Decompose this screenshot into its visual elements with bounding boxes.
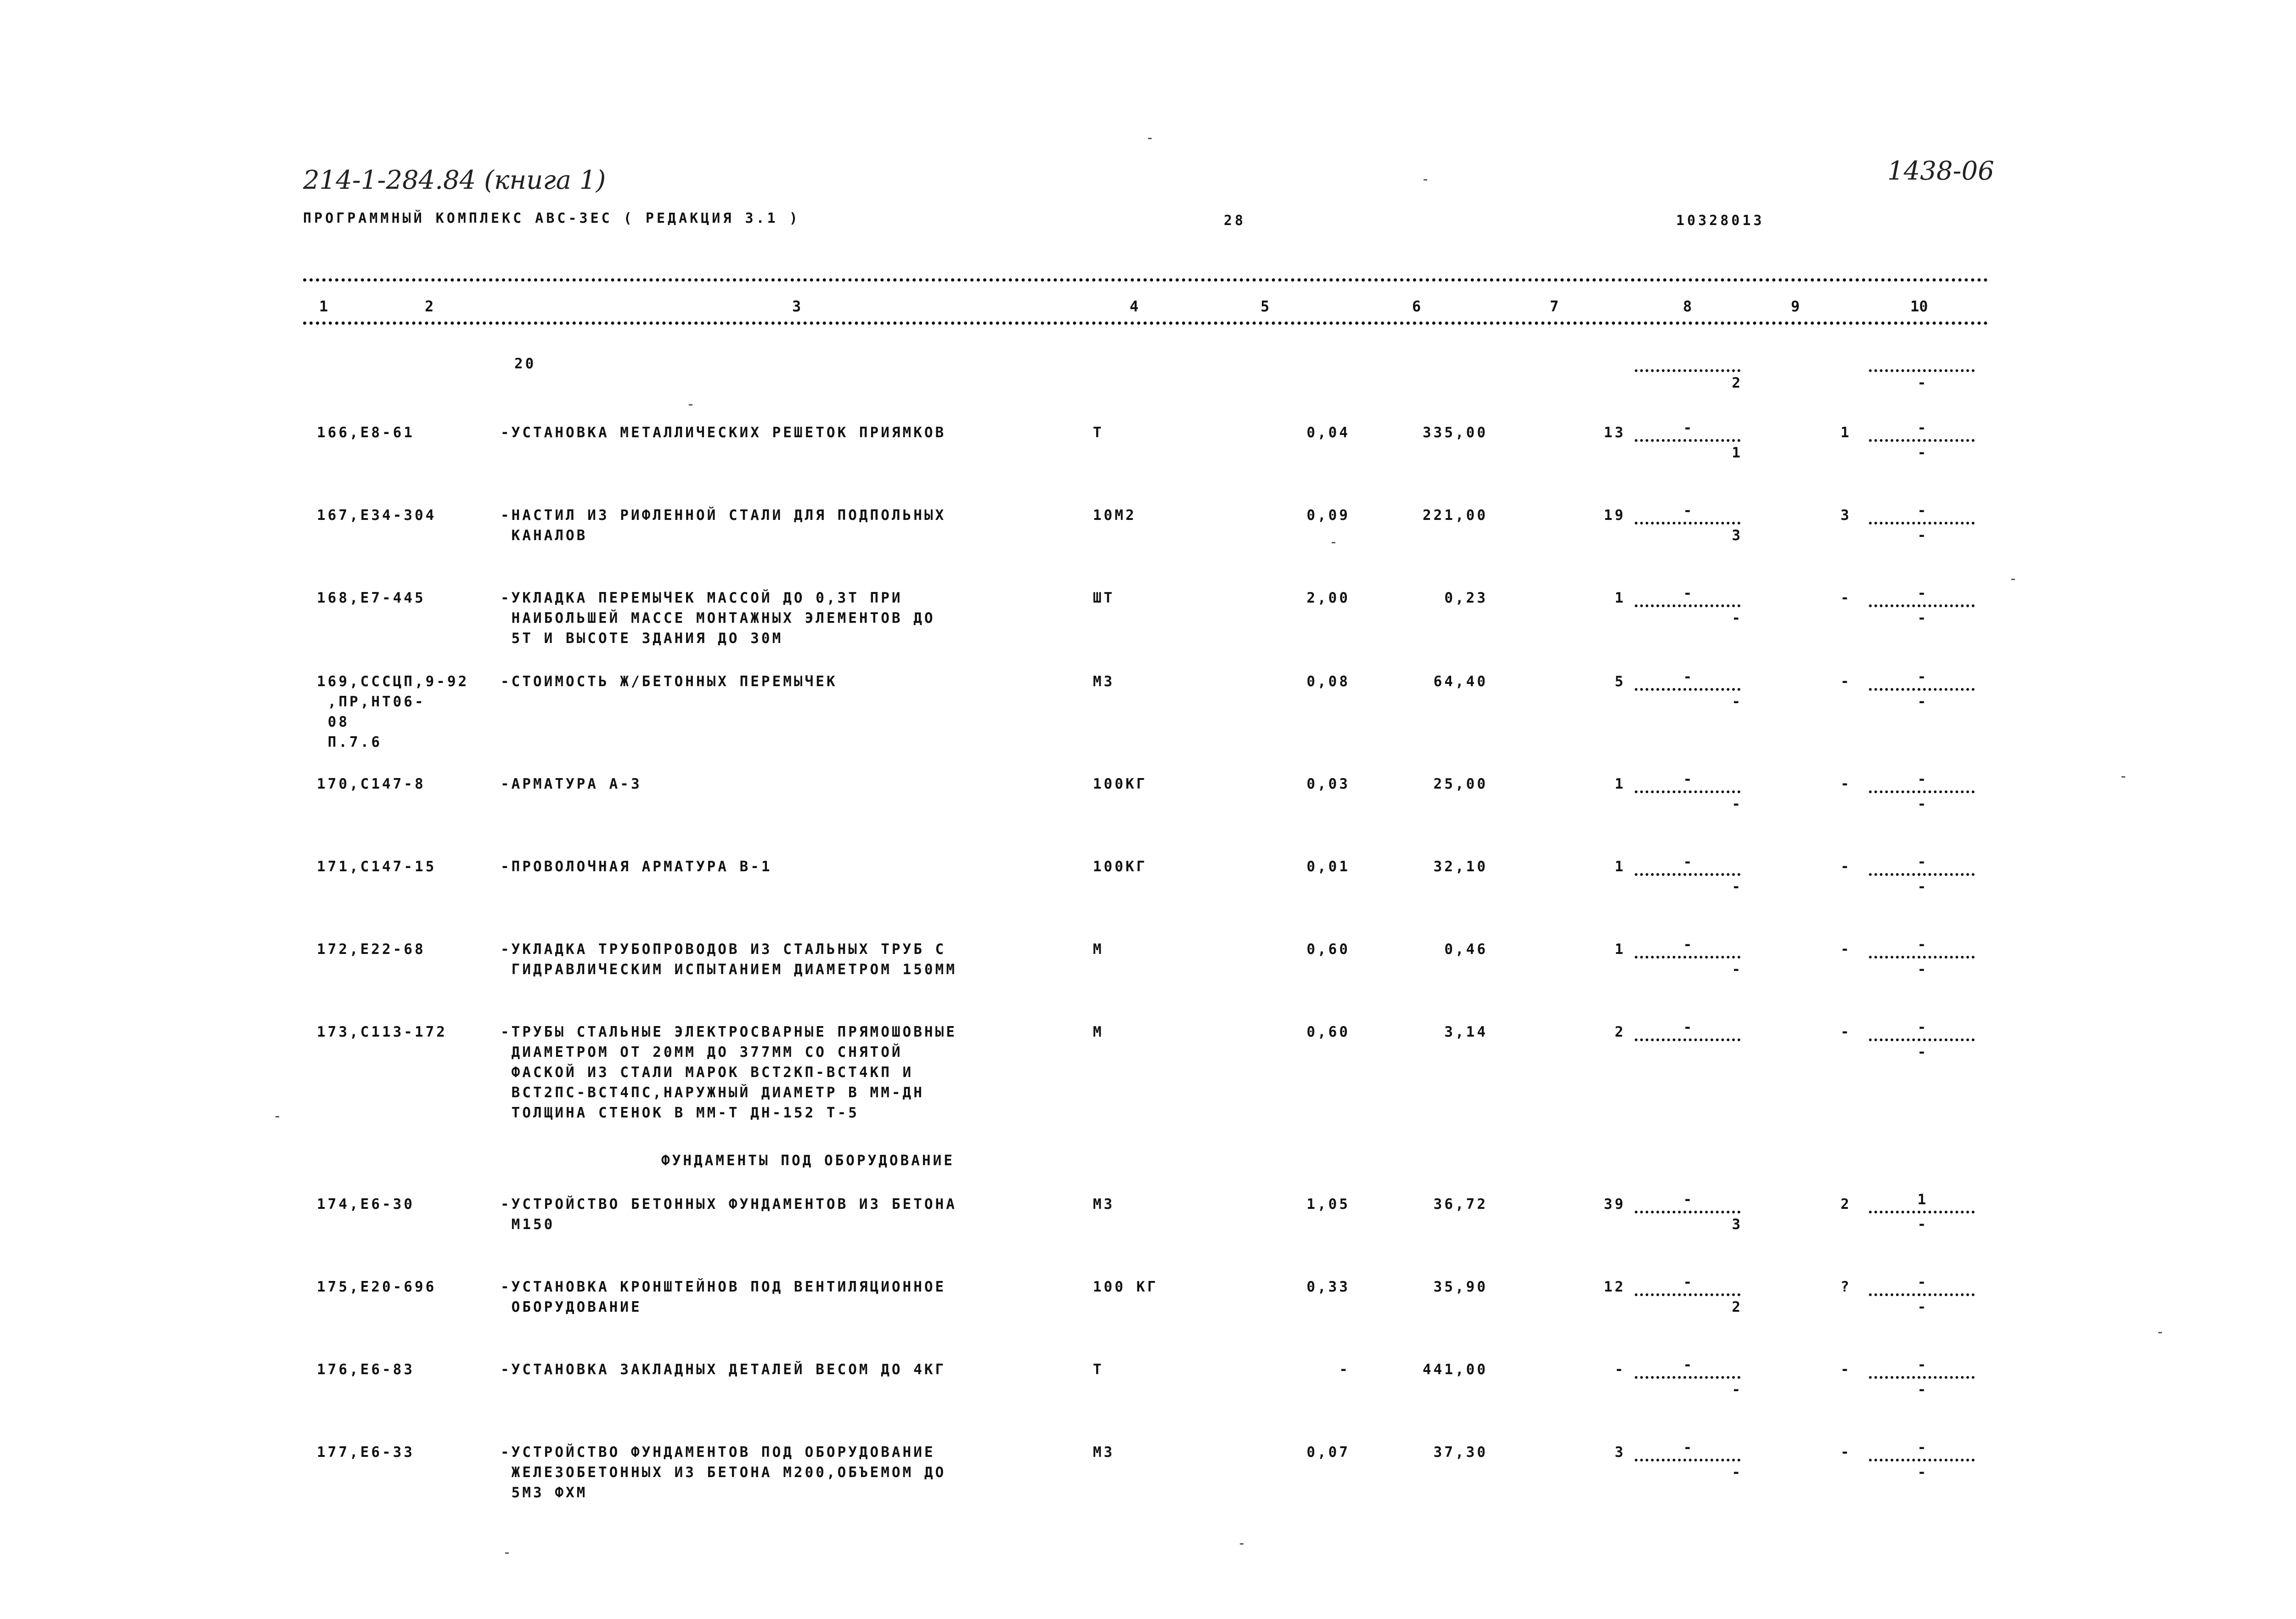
row-col10-bottom: - bbox=[1917, 1464, 1926, 1481]
row-description: -УСТРОЙСТВО ФУНДАМЕНТОВ ПОД ОБОРУДОВАНИЕ bbox=[501, 1444, 935, 1461]
row-col7: 13 bbox=[1604, 424, 1626, 441]
table-header-rule bbox=[303, 322, 1988, 325]
row-unit: М3 bbox=[1093, 1444, 1115, 1461]
row-col8-top: - bbox=[1683, 669, 1692, 685]
row-col10-line bbox=[1869, 1376, 1975, 1379]
row-col10-top: - bbox=[1917, 1019, 1926, 1036]
row-col7: 1 bbox=[1615, 776, 1626, 792]
row-quantity: 0,09 bbox=[1306, 507, 1350, 524]
row-col10-top: - bbox=[1917, 669, 1926, 685]
row-code: 171,С147-15 bbox=[317, 858, 437, 875]
row-description: -ПРОВОЛОЧНАЯ АРМАТУРА В-1 bbox=[501, 858, 772, 875]
row-col10 bbox=[1869, 502, 1975, 545]
row-col8-line bbox=[1635, 873, 1740, 876]
row-col10-top: - bbox=[1917, 502, 1926, 519]
row-code-continued: П.7.6 bbox=[317, 734, 382, 750]
row-description: -УКЛАДКА ПЕРЕМЫЧЕК МАССОЙ ДО 0,3Т ПРИ bbox=[501, 590, 903, 606]
row-col8-top: - bbox=[1683, 854, 1692, 870]
row-col8-top: - bbox=[1683, 420, 1692, 436]
row-code-continued: ,ПР,НТ06- bbox=[317, 694, 426, 710]
row-col9: 2 bbox=[1840, 1196, 1851, 1213]
row-col10 bbox=[1869, 1438, 1975, 1482]
row-col7: 2 bbox=[1615, 1024, 1626, 1040]
row-col9: - bbox=[1840, 1361, 1851, 1378]
row-description: М150 bbox=[501, 1216, 555, 1233]
row-col10-line bbox=[1869, 522, 1975, 525]
row-col10-bottom: - bbox=[1917, 1044, 1926, 1061]
row-col8 bbox=[1635, 1018, 1740, 1061]
col-header-1: 1 bbox=[319, 298, 328, 315]
row-col7: 19 bbox=[1604, 507, 1626, 524]
row-code: 170,С147-8 bbox=[317, 776, 426, 792]
row-col7: 1 bbox=[1615, 941, 1626, 958]
row-col10-bottom: - bbox=[1917, 610, 1926, 626]
row-price: 64,40 bbox=[1433, 673, 1488, 690]
row-col10-bottom: - bbox=[1917, 445, 1926, 461]
row-price: 0,23 bbox=[1444, 590, 1488, 606]
row-col8-top: - bbox=[1683, 1439, 1692, 1456]
row-code: 169,СССЦП,9-92 bbox=[317, 673, 469, 690]
row-col7: - bbox=[1615, 1361, 1626, 1378]
row-col8-line bbox=[1635, 1038, 1740, 1041]
row-col10 bbox=[1869, 584, 1975, 627]
row-col8-line bbox=[1635, 688, 1740, 691]
row-description: ФАСКОЙ ИЗ СТАЛИ МАРОК ВСТ2КП-ВСТ4КП И bbox=[501, 1064, 914, 1081]
row-col8 bbox=[1635, 584, 1740, 627]
row-col10-top: - bbox=[1917, 936, 1926, 953]
row-col10-top: - bbox=[1917, 1274, 1926, 1291]
row-col10-top: - bbox=[1917, 1357, 1926, 1373]
row-price: 441,00 bbox=[1423, 1361, 1488, 1378]
row-col10-top: - bbox=[1917, 854, 1926, 870]
row-description: -УСТАНОВКА ЗАКЛАДНЫХ ДЕТАЛЕЙ ВЕСОМ ДО 4КГ bbox=[501, 1361, 946, 1378]
col-header-8: 8 bbox=[1683, 298, 1692, 315]
row-col8 bbox=[1635, 853, 1740, 896]
col-header-2: 2 bbox=[425, 298, 434, 315]
row-col7: 1 bbox=[1615, 590, 1626, 606]
row-unit: Т bbox=[1093, 1361, 1104, 1378]
row-unit: 100КГ bbox=[1093, 858, 1148, 875]
row-col10-line bbox=[1869, 1459, 1975, 1461]
row-col10-bottom: - bbox=[1917, 796, 1926, 812]
row-col10 bbox=[1869, 1356, 1975, 1399]
row-price: 32,10 bbox=[1433, 858, 1488, 875]
row-col7: 5 bbox=[1615, 673, 1626, 690]
col-header-5: 5 bbox=[1261, 298, 1270, 315]
row-col8-bottom: - bbox=[1732, 1464, 1740, 1481]
row-col8 bbox=[1635, 770, 1740, 813]
row-col10-line bbox=[1869, 439, 1975, 442]
row-col10 bbox=[1869, 1018, 1975, 1061]
row-col8-bottom: - bbox=[1732, 1382, 1740, 1398]
row-description: ЖЕЛЕЗОБЕТОННЫХ ИЗ БЕТОНА М200,ОБЪЕМОМ ДО bbox=[501, 1464, 946, 1481]
row-col8-top: - bbox=[1683, 1357, 1692, 1373]
program-line: ПРОГРАММНЫЙ КОМПЛЕКС АВС-ЗЕС ( РЕДАКЦИЯ 3.1 ) bbox=[303, 210, 800, 226]
row-col7: 1 bbox=[1615, 858, 1626, 875]
row-unit: М bbox=[1093, 1024, 1104, 1040]
row-col8 bbox=[1635, 502, 1740, 545]
row-quantity: 0,04 bbox=[1306, 424, 1350, 441]
row-col10 bbox=[1869, 853, 1975, 896]
row-quantity: 2,00 bbox=[1306, 590, 1350, 606]
row-code: 168,Е7-445 bbox=[317, 590, 426, 606]
row-col10 bbox=[1869, 419, 1975, 462]
row-col8 bbox=[1635, 936, 1740, 979]
row-col10-line bbox=[1869, 790, 1975, 793]
row-col9: - bbox=[1840, 673, 1851, 690]
row-col8-top: - bbox=[1683, 936, 1692, 953]
row-quantity: - bbox=[1339, 1361, 1350, 1378]
row-col8-line bbox=[1635, 439, 1740, 442]
leading-col10: - bbox=[1869, 349, 1975, 392]
row-col8-bottom: - bbox=[1732, 796, 1740, 812]
row-col8-top: - bbox=[1683, 502, 1692, 519]
row-col9: - bbox=[1840, 1024, 1851, 1040]
row-quantity: 0,33 bbox=[1306, 1279, 1350, 1295]
row-description: КАНАЛОВ bbox=[501, 527, 588, 544]
row-description: НАИБОЛЬШЕЙ МАССЕ МОНТАЖНЫХ ЭЛЕМЕНТОВ ДО bbox=[501, 610, 935, 626]
row-col8-line bbox=[1635, 956, 1740, 959]
row-col8-line bbox=[1635, 522, 1740, 525]
row-col10-line bbox=[1869, 688, 1975, 691]
row-col9: - bbox=[1840, 1444, 1851, 1461]
row-col10-line bbox=[1869, 1293, 1975, 1296]
row-col8-bottom: 3 bbox=[1732, 527, 1740, 544]
row-col8-line bbox=[1635, 1211, 1740, 1213]
row-col10-bottom: - bbox=[1917, 1382, 1926, 1398]
row-col8-line bbox=[1635, 1459, 1740, 1461]
row-col8-bottom: - bbox=[1732, 694, 1740, 710]
row-unit: 10М2 bbox=[1093, 507, 1137, 524]
row-col10 bbox=[1869, 1273, 1975, 1316]
row-col8-line bbox=[1635, 1293, 1740, 1296]
row-quantity: 0,01 bbox=[1306, 858, 1350, 875]
row-price: 3,14 bbox=[1444, 1024, 1488, 1040]
row-col9: 3 bbox=[1840, 507, 1851, 524]
row-col10-top: - bbox=[1917, 1439, 1926, 1456]
row-col10-line bbox=[1869, 873, 1975, 876]
col-header-10: 10 bbox=[1910, 298, 1928, 315]
row-quantity: 0,07 bbox=[1306, 1444, 1350, 1461]
row-unit: М3 bbox=[1093, 673, 1115, 690]
row-quantity: 0,60 bbox=[1306, 941, 1350, 958]
row-col9: - bbox=[1840, 590, 1851, 606]
row-col10-bottom: - bbox=[1917, 1216, 1926, 1233]
leading-text: 20 bbox=[514, 355, 536, 372]
row-col8-line bbox=[1635, 604, 1740, 607]
col-header-6: 6 bbox=[1412, 298, 1421, 315]
col-header-4: 4 bbox=[1130, 298, 1139, 315]
row-col7: 39 bbox=[1604, 1196, 1626, 1213]
row-col9: - bbox=[1840, 776, 1851, 792]
table-top-rule bbox=[303, 278, 1988, 282]
row-unit: 100 КГ bbox=[1093, 1279, 1158, 1295]
row-description: ВСТ2ПС-ВСТ4ПС,НАРУЖНЫЙ ДИАМЕТР В ММ-ДН bbox=[501, 1084, 924, 1101]
row-price: 335,00 bbox=[1423, 424, 1488, 441]
row-col10-bottom: - bbox=[1917, 694, 1926, 710]
col-header-9: 9 bbox=[1791, 298, 1800, 315]
row-col10-line bbox=[1869, 1038, 1975, 1041]
row-description: 5Т И ВЫСОТЕ ЗДАНИЯ ДО 30М bbox=[501, 630, 783, 647]
row-col8-bottom: - bbox=[1732, 961, 1740, 978]
row-code: 176,Е6-83 bbox=[317, 1361, 415, 1378]
row-col10 bbox=[1869, 770, 1975, 813]
row-description: -ТРУБЫ СТАЛЬНЫЕ ЭЛЕКТРОСВАРНЫЕ ПРЯМОШОВНЫЕ bbox=[501, 1024, 957, 1040]
row-code: 174,Е6-30 bbox=[317, 1196, 415, 1213]
row-col9: 1 bbox=[1840, 424, 1851, 441]
row-col7: 3 bbox=[1615, 1444, 1626, 1461]
row-col8-top: - bbox=[1683, 585, 1692, 602]
col-header-7: 7 bbox=[1550, 298, 1559, 315]
row-quantity: 0,03 bbox=[1306, 776, 1350, 792]
row-col9: - bbox=[1840, 858, 1851, 875]
row-description: -СТОИМОСТЬ Ж/БЕТОННЫХ ПЕРЕМЫЧЕК bbox=[501, 673, 838, 690]
row-price: 35,90 bbox=[1433, 1279, 1488, 1295]
leading-col8: 2 bbox=[1635, 349, 1740, 392]
handwritten-archive-number: 1438-06 bbox=[1887, 156, 1994, 186]
row-col10 bbox=[1869, 668, 1975, 711]
row-code: 172,Е22-68 bbox=[317, 941, 426, 958]
row-col10-line bbox=[1869, 956, 1975, 959]
row-col10-top: - bbox=[1917, 585, 1926, 602]
row-col10-top: - bbox=[1917, 420, 1926, 436]
row-col8 bbox=[1635, 1438, 1740, 1482]
row-col8-bottom: - bbox=[1732, 610, 1740, 626]
row-code-continued: 08 bbox=[317, 714, 349, 730]
row-col10 bbox=[1869, 936, 1975, 979]
row-col10-bottom: - bbox=[1917, 961, 1926, 978]
row-price: 36,72 bbox=[1433, 1196, 1488, 1213]
row-description: ДИАМЕТРОМ ОТ 20ММ ДО 377ММ СО СНЯТОЙ bbox=[501, 1044, 903, 1061]
row-quantity: 0,08 bbox=[1306, 673, 1350, 690]
row-description: -АРМАТУРА А-3 bbox=[501, 776, 642, 792]
row-col9: - bbox=[1840, 941, 1851, 958]
row-col8 bbox=[1635, 668, 1740, 711]
row-col8 bbox=[1635, 1190, 1740, 1234]
row-col8 bbox=[1635, 1356, 1740, 1399]
row-price: 25,00 bbox=[1433, 776, 1488, 792]
doc-code: 10328013 bbox=[1676, 213, 1765, 229]
row-code: 173,С113-172 bbox=[317, 1024, 447, 1040]
row-col10-top: 1 bbox=[1917, 1191, 1926, 1208]
row-description: -УСТАНОВКА КРОНШТЕЙНОВ ПОД ВЕНТИЛЯЦИОННОЕ bbox=[501, 1279, 946, 1295]
row-col9: ? bbox=[1840, 1279, 1851, 1295]
row-col8 bbox=[1635, 1273, 1740, 1316]
row-col10-bottom: - bbox=[1917, 879, 1926, 895]
row-col10-bottom: - bbox=[1917, 527, 1926, 544]
row-col8-top: - bbox=[1683, 1274, 1692, 1291]
row-col10-top: - bbox=[1917, 771, 1926, 788]
row-description: 5М3 ФХМ bbox=[501, 1484, 588, 1501]
row-unit: ШТ bbox=[1093, 590, 1115, 606]
row-col8-top: - bbox=[1683, 771, 1692, 788]
row-col8-bottom: 1 bbox=[1732, 445, 1740, 461]
row-unit: 100КГ bbox=[1093, 776, 1148, 792]
row-col8-bottom: 2 bbox=[1732, 1299, 1740, 1315]
section-heading: ФУНДАМЕНТЫ ПОД ОБОРУДОВАНИЕ bbox=[661, 1152, 955, 1169]
row-unit: М bbox=[1093, 941, 1104, 958]
row-col8-line bbox=[1635, 1376, 1740, 1379]
row-col8-top: - bbox=[1683, 1019, 1692, 1036]
row-col8-top: - bbox=[1683, 1191, 1692, 1208]
row-code: 177,Е6-33 bbox=[317, 1444, 415, 1461]
row-code: 167,Е34-304 bbox=[317, 507, 437, 524]
row-col7: 12 bbox=[1604, 1279, 1626, 1295]
row-description: -УСТРОЙСТВО БЕТОННЫХ ФУНДАМЕНТОВ ИЗ БЕТОНА bbox=[501, 1196, 957, 1213]
row-description: -УСТАНОВКА МЕТАЛЛИЧЕСКИХ РЕШЕТОК ПРИЯМКОВ bbox=[501, 424, 946, 441]
row-col10-line bbox=[1869, 604, 1975, 607]
row-col8-line bbox=[1635, 790, 1740, 793]
row-price: 0,46 bbox=[1444, 941, 1488, 958]
row-description: ГИДРАВЛИЧЕСКИМ ИСПЫТАНИЕМ ДИАМЕТРОМ 150ММ bbox=[501, 961, 957, 978]
row-unit: М3 bbox=[1093, 1196, 1115, 1213]
row-col8-bottom bbox=[1635, 1043, 1740, 1061]
row-col8-bottom: - bbox=[1732, 879, 1740, 895]
row-quantity: 1,05 bbox=[1306, 1196, 1350, 1213]
row-col10-line bbox=[1869, 1211, 1975, 1213]
row-code: 175,Е20-696 bbox=[317, 1279, 437, 1295]
row-description: -НАСТИЛ ИЗ РИФЛЕННОЙ СТАЛИ ДЛЯ ПОДПОЛЬНЫХ bbox=[501, 507, 946, 524]
row-description: -УКЛАДКА ТРУБОПРОВОДОВ ИЗ СТАЛЬНЫХ ТРУБ С bbox=[501, 941, 946, 958]
row-code: 166,Е8-61 bbox=[317, 424, 415, 441]
row-unit: Т bbox=[1093, 424, 1104, 441]
row-quantity: 0,60 bbox=[1306, 1024, 1350, 1040]
row-price: 221,00 bbox=[1423, 507, 1488, 524]
col-header-3: 3 bbox=[792, 298, 801, 315]
row-description: ОБОРУДОВАНИЕ bbox=[501, 1299, 642, 1315]
row-col8-bottom: 3 bbox=[1732, 1216, 1740, 1233]
handwritten-doc-number: 214-1-284.84 (книга 1) bbox=[303, 165, 606, 195]
row-description: ТОЛЩИНА СТЕНОК В ММ-Т ДН-152 Т-5 bbox=[501, 1105, 859, 1121]
row-col8 bbox=[1635, 419, 1740, 462]
row-col10 bbox=[1869, 1190, 1975, 1234]
row-price: 37,30 bbox=[1433, 1444, 1488, 1461]
page-number: 28 bbox=[1224, 213, 1246, 229]
row-col10-bottom: - bbox=[1917, 1299, 1926, 1315]
